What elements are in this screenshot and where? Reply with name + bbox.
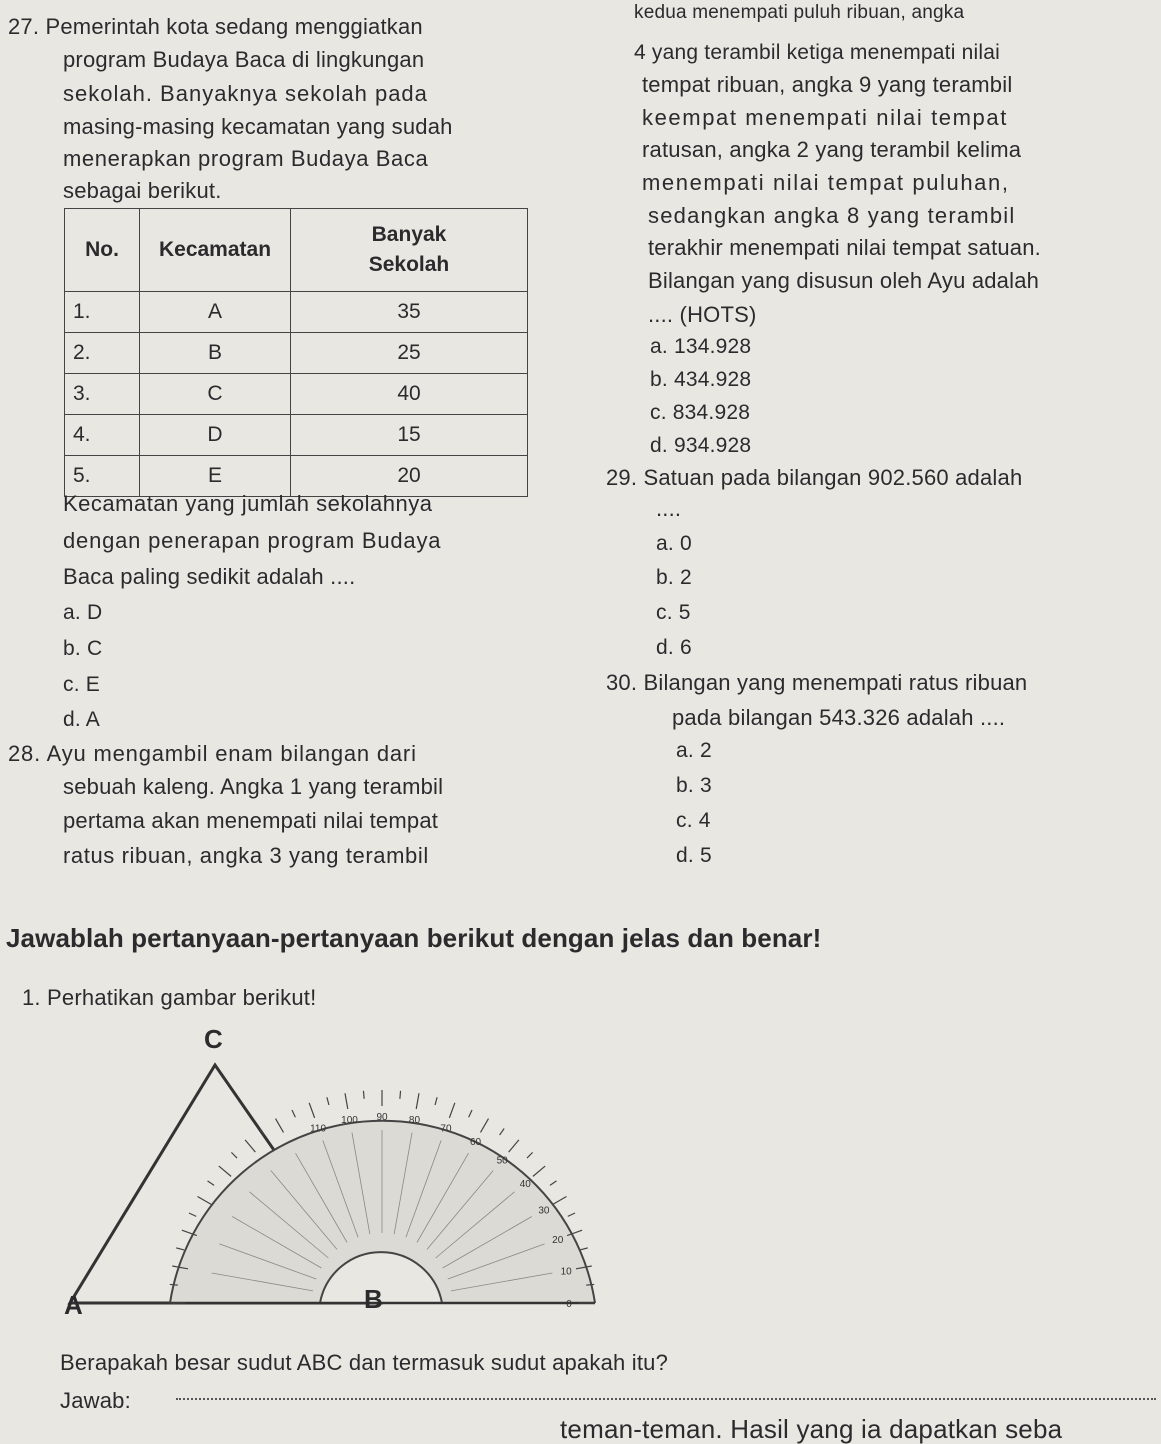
- bottom-text: teman-teman. Hasil yang ia dapatkan seba: [560, 1414, 1063, 1444]
- q28-right-line-10: .... (HOTS): [648, 302, 757, 327]
- label-b: B: [364, 1284, 383, 1314]
- cell-banyak: 40: [291, 374, 528, 415]
- protractor-tick: [435, 1097, 437, 1105]
- answer-label: Jawab:: [60, 1388, 131, 1413]
- table-row: [65, 415, 528, 456]
- q29-line-2: ....: [656, 496, 682, 521]
- q29-line-1: 29. Satuan pada bilangan 902.560 adalah: [606, 465, 1023, 490]
- protractor-tick: [500, 1129, 505, 1136]
- protractor-tick: [208, 1181, 215, 1186]
- cell-kecamatan: B: [140, 333, 291, 374]
- q30-option-d[interactable]: d. 5: [676, 844, 712, 867]
- cell-no: 3.: [65, 374, 140, 415]
- protractor-tick: [231, 1152, 237, 1158]
- table-row: [65, 292, 528, 333]
- header-no: No.: [65, 209, 140, 292]
- protractor-tick: [469, 1110, 472, 1117]
- q30-line-2: pada bilangan 543.326 adalah ....: [672, 705, 1006, 730]
- cell-no: 1.: [65, 292, 140, 333]
- header-kecamatan: Kecamatan: [140, 209, 291, 292]
- cell-kecamatan: A: [140, 292, 291, 333]
- q30-option-b[interactable]: b. 3: [676, 774, 712, 797]
- q29-option-c[interactable]: c. 5: [656, 601, 691, 624]
- answer-line[interactable]: [176, 1378, 1156, 1400]
- q28-right-line-7: sedangkan angka 8 yang terambil: [648, 203, 1016, 228]
- cell-no: 5.: [65, 456, 140, 497]
- protractor-tick: [219, 1166, 231, 1176]
- school-table: [64, 208, 528, 497]
- protractor-number: 100: [341, 1114, 358, 1126]
- protractor-tick: [553, 1197, 567, 1205]
- q29-option-a[interactable]: a. 0: [656, 532, 692, 555]
- table-row: [65, 333, 528, 374]
- q27-line-4: masing-masing kecamatan yang sudah: [63, 114, 453, 139]
- protractor-tick: [198, 1197, 212, 1205]
- q27-line-6: sebagai berikut.: [63, 178, 222, 203]
- protractor-number: 90: [376, 1112, 388, 1123]
- protractor-tick: [481, 1119, 489, 1133]
- protractor-number: 20: [552, 1235, 564, 1247]
- q28-right-line-3: tempat ribuan, angka 9 yang terambil: [642, 72, 1013, 97]
- protractor-tick: [189, 1213, 196, 1216]
- q27-line-5: menerapkan program Budaya Baca: [63, 146, 429, 171]
- protractor-tick: [276, 1119, 284, 1133]
- protractor-tick: [309, 1103, 314, 1118]
- q28-right-line-4: keempat menempati nilai tempat: [642, 105, 1008, 130]
- cell-no: 2.: [65, 333, 140, 374]
- q27-line-2: program Budaya Baca di lingkungan: [63, 47, 425, 72]
- q28-right-line-1: kedua menempati puluh ribuan, angka: [634, 2, 965, 23]
- q27-option-a[interactable]: a. D: [63, 601, 103, 624]
- protractor-number: 10: [560, 1266, 572, 1278]
- q28-option-c[interactable]: c. 834.928: [650, 401, 751, 424]
- cell-banyak: 15: [291, 415, 528, 456]
- protractor-tick: [568, 1213, 575, 1216]
- protractor-tick: [292, 1110, 295, 1117]
- q27-line-3: sekolah. Banyaknya sekolah pada: [63, 81, 428, 106]
- q27-line-1: 27. Pemerintah kota sedang menggiatkan: [8, 14, 423, 39]
- protractor-tick: [170, 1284, 178, 1285]
- label-a: A: [64, 1290, 83, 1320]
- label-c: C: [204, 1024, 223, 1054]
- q30-line-1: 30. Bilangan yang menempati ratus ribuan: [606, 670, 1028, 695]
- protractor-tick: [550, 1181, 557, 1186]
- protractor-tick: [245, 1140, 255, 1152]
- protractor-tick: [533, 1166, 545, 1176]
- protractor-number: 40: [519, 1178, 531, 1190]
- triangle-protractor-figure: [40, 1020, 600, 1320]
- q27-after-3: Baca paling sedikit adalah ....: [63, 564, 356, 589]
- protractor-number: 60: [469, 1137, 482, 1149]
- q29-option-d[interactable]: d. 6: [656, 636, 692, 659]
- q28-line-3: pertama akan menempati nilai tempat: [63, 808, 439, 833]
- cell-kecamatan: E: [140, 456, 291, 497]
- q30-option-c[interactable]: c. 4: [676, 809, 711, 832]
- q28-right-line-8: terakhir menempati nilai tempat satuan.: [648, 235, 1041, 260]
- protractor-tick: [416, 1093, 419, 1109]
- cell-banyak: 20: [291, 456, 528, 497]
- q28-option-d[interactable]: d. 934.928: [650, 434, 752, 457]
- protractor-tick: [363, 1091, 364, 1099]
- q28-right-line-5: ratusan, angka 2 yang terambil kelima: [642, 137, 1022, 162]
- q27-option-c[interactable]: c. E: [63, 673, 100, 696]
- q29-option-b[interactable]: b. 2: [656, 566, 692, 589]
- q27-after-1: Kecamatan yang jumlah sekolahnya: [63, 491, 433, 516]
- table-header-row: [65, 209, 528, 292]
- q28-right-line-2: 4 yang terambil ketiga menempati nilai: [634, 41, 1000, 64]
- protractor-tick: [509, 1140, 519, 1152]
- protractor-number: 0: [566, 1299, 572, 1310]
- cell-banyak: 35: [291, 292, 528, 333]
- q28-right-line-6: menempati nilai tempat puluhan,: [642, 170, 1010, 195]
- protractor-tick: [400, 1091, 401, 1099]
- q28-line-4: ratus ribuan, angka 3 yang terambil: [63, 843, 429, 868]
- protractor-number: 50: [496, 1155, 508, 1167]
- protractor-tick: [176, 1248, 184, 1250]
- protractor-number: 110: [310, 1123, 327, 1135]
- cell-banyak: 25: [291, 333, 528, 374]
- q30-option-a[interactable]: a. 2: [676, 739, 712, 762]
- protractor-number: 70: [440, 1123, 452, 1135]
- essay-heading: Jawablah pertanyaan-pertanyaan berikut dengan jelas dan benar!: [6, 923, 822, 953]
- protractor-number: 30: [538, 1205, 550, 1217]
- q28-line-1: 28. Ayu mengambil enam bilangan dari: [8, 741, 417, 766]
- table-row: [65, 374, 528, 415]
- q27-after-2: dengan penerapan program Budaya: [63, 528, 442, 553]
- protractor-number: 80: [408, 1114, 421, 1126]
- protractor-tick: [449, 1103, 454, 1118]
- cell-kecamatan: D: [140, 415, 291, 456]
- q28-line-2: sebuah kaleng. Angka 1 yang terambil: [63, 774, 444, 799]
- q27-option-b[interactable]: b. C: [63, 637, 103, 660]
- header-banyak-sekolah-label: Banyak Sekolah: [368, 223, 450, 276]
- q28-option-a[interactable]: a. 134.928: [650, 335, 752, 358]
- cell-no: 4.: [65, 415, 140, 456]
- protractor-tick: [580, 1248, 588, 1250]
- q28-option-b[interactable]: b. 434.928: [650, 368, 752, 391]
- protractor-tick: [345, 1093, 348, 1109]
- q27-option-d[interactable]: d. A: [63, 708, 100, 731]
- cell-kecamatan: C: [140, 374, 291, 415]
- protractor-tick: [327, 1097, 329, 1105]
- essay-q1: 1. Perhatikan gambar berikut!: [22, 985, 317, 1010]
- essay-question: Berapakah besar sudut ABC dan termasuk sudut apakah itu?: [60, 1350, 669, 1375]
- protractor-tick: [527, 1152, 533, 1158]
- q28-right-line-9: Bilangan yang disusun oleh Ayu adalah: [648, 268, 1040, 293]
- header-banyak-sekolah: [291, 209, 528, 292]
- protractor-tick: [586, 1284, 594, 1285]
